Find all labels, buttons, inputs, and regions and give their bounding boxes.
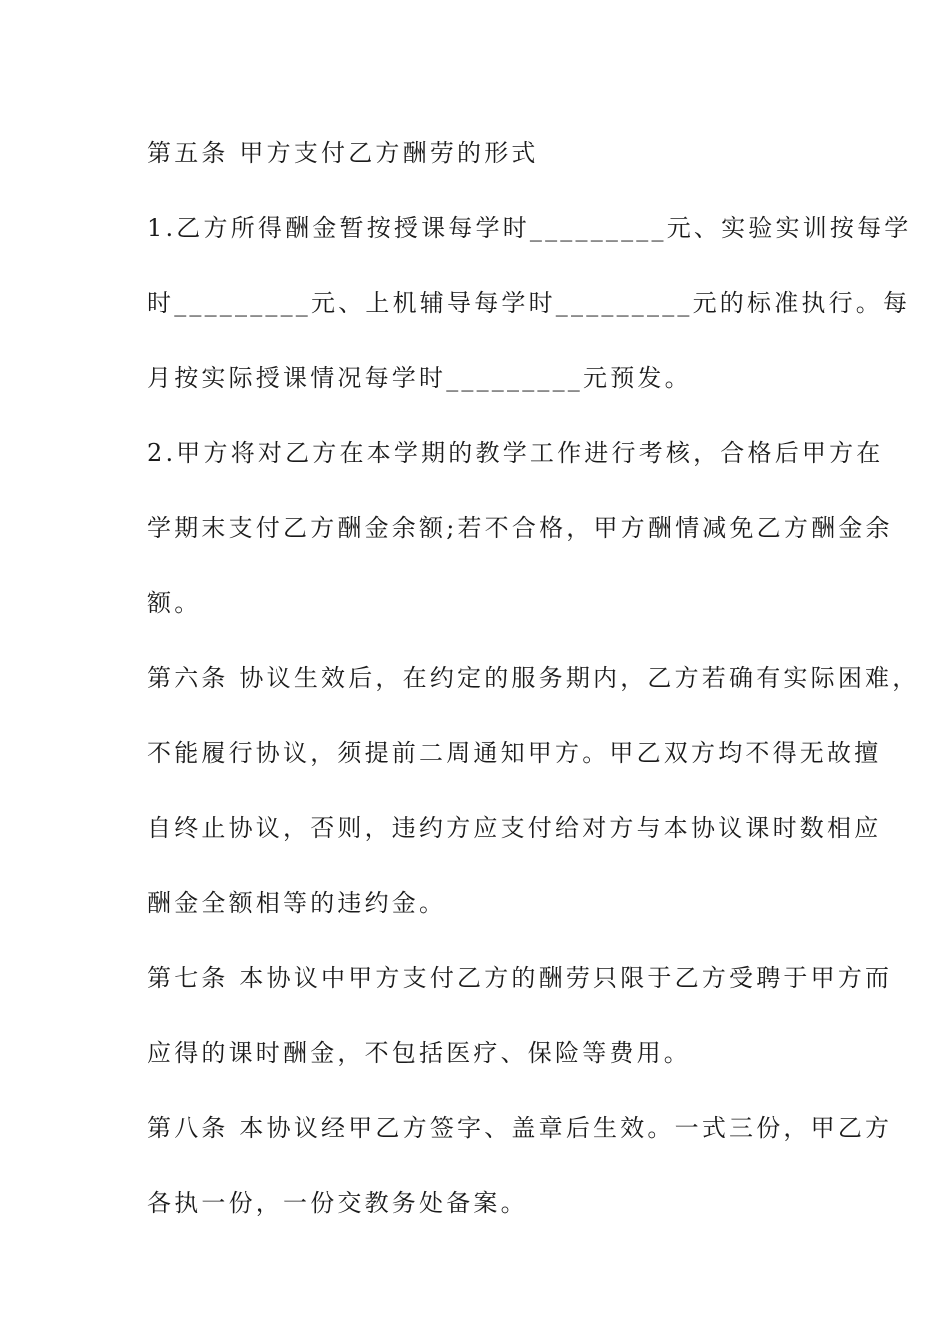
- article-5-clause-2-line-3: 额。: [147, 589, 202, 617]
- article-5-clause-1-line-1: 1.乙方所得酬金暂按授课每学时_________元、实验实训按每学: [147, 214, 912, 242]
- article-5-heading: 第五条 甲方支付乙方酬劳的形式: [147, 139, 539, 167]
- article-7-line-2: 应得的课时酬金，不包括医疗、保险等费用。: [147, 1039, 691, 1067]
- article-5-clause-2-line-2: 学期末支付乙方酬金余额;若不合格，甲方酬情减免乙方酬金余: [147, 514, 893, 542]
- article-5-clause-1-line-3: 月按实际授课情况每学时_________元预发。: [147, 364, 692, 392]
- article-6-line-4: 酬金全额相等的违约金。: [147, 889, 447, 917]
- article-6-line-2: 不能履行协议，须提前二周通知甲方。甲乙双方均不得无故擅: [147, 739, 882, 767]
- article-6-line-3: 自终止协议，否则，违约方应支付给对方与本协议课时数相应: [147, 814, 882, 842]
- article-6-line-1: 第六条 协议生效后，在约定的服务期内，乙方若确有实际困难，: [147, 664, 920, 692]
- article-7-line-1: 第七条 本协议中甲方支付乙方的酬劳只限于乙方受聘于甲方而: [147, 964, 893, 992]
- article-5-clause-1-line-2: 时_________元、上机辅导每学时_________元的标准执行。每: [147, 289, 911, 317]
- article-5-clause-2-line-1: 2.甲方将对乙方在本学期的教学工作进行考核，合格后甲方在: [147, 439, 884, 467]
- article-8-line-1: 第八条 本协议经甲乙方签字、盖章后生效。一式三份，甲乙方: [147, 1114, 893, 1142]
- article-8-line-2: 各执一份，一份交教务处备案。: [147, 1189, 528, 1217]
